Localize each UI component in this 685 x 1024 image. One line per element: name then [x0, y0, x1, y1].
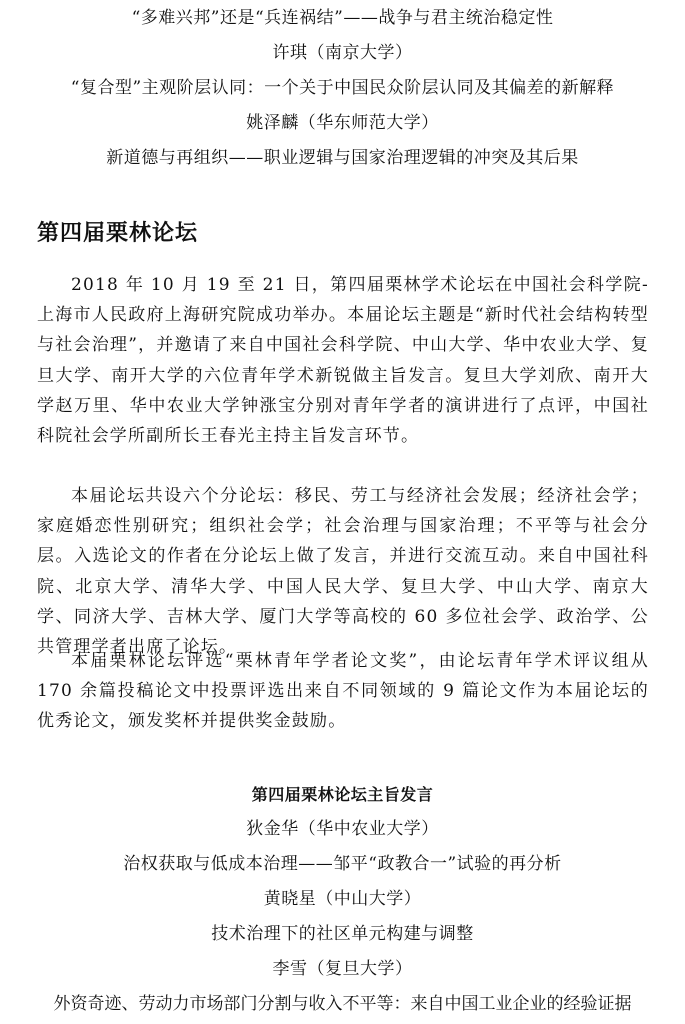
- speaker-affiliation: 黄晓星（中山大学）: [263, 889, 422, 909]
- paper-title: 新道德与再组织——职业逻辑与国家治理逻辑的冲突及其后果: [106, 148, 579, 168]
- section-heading: 第四届栗林论坛: [37, 221, 199, 246]
- body-paragraph: 本届论坛共设六个分论坛：移民、劳工与经济社会发展；经济社会学；家庭婚恋性别研究；组织社会学；社会治理与国家治理；不平等与社会分层。入选论文的作者在分论坛上做了发言，并进行交流互动。来自中国社科院、北京大学、清华大学、中国人民大学、复旦大学、中山大学、南京大学、同济大学、吉林大学、厦门大学等高校的 60 多位社会学、政治学、公共管理学者出席了论坛。: [37, 486, 649, 658]
- talk-title: 技术治理下的社区单元构建与调整: [211, 924, 474, 944]
- author-affiliation: 许琪（南京大学）: [272, 43, 413, 63]
- keynote-heading: 第四届栗林论坛主旨发言: [251, 785, 434, 804]
- author-affiliation: 姚泽麟（华东师范大学）: [246, 113, 439, 133]
- paper-title: “多难兴邦”还是“兵连祸结”——战争与君主统治稳定性: [131, 8, 554, 28]
- body-paragraph: 本届栗林论坛评选“栗林青年学者论文奖”，由论坛青年学术评议组从 170 余篇投稿论文中投票评选出来自不同领域的 9 篇论文作为本届论坛的优秀论文，颁发奖杯并提供奖金鼓励。: [37, 651, 649, 732]
- speaker-affiliation: 狄金华（华中农业大学）: [246, 819, 439, 839]
- paper-title: “复合型”主观阶层认同：一个关于中国民众阶层认同及其偏差的新解释: [70, 78, 615, 98]
- speaker-affiliation: 李雪（复旦大学）: [272, 959, 413, 979]
- talk-title: 外资奇迹、劳动力市场部门分割与收入不平等：来自中国工业企业的经验证据: [53, 994, 632, 1014]
- talk-title: 治权获取与低成本治理——邹平“政教合一”试验的再分析: [123, 854, 562, 874]
- body-paragraph: 2018 年 10 月 19 至 21 日，第四届栗林学术论坛在中国社会科学院-上海市人民政府上海研究院成功举办。本届论坛主题是“新时代社会结构转型与社会治理”，并邀请了来自中国社会科学院、中山大学、华中农业大学、复旦大学、南开大学的六位青年学术新锐做主旨发言。复旦大学刘欣、南开大学赵万里、华中农业大学钟涨宝分别对青年学者的演讲进行了点评，中国社科院社会学所副所长王春光主持主旨发言环节。: [37, 275, 649, 447]
